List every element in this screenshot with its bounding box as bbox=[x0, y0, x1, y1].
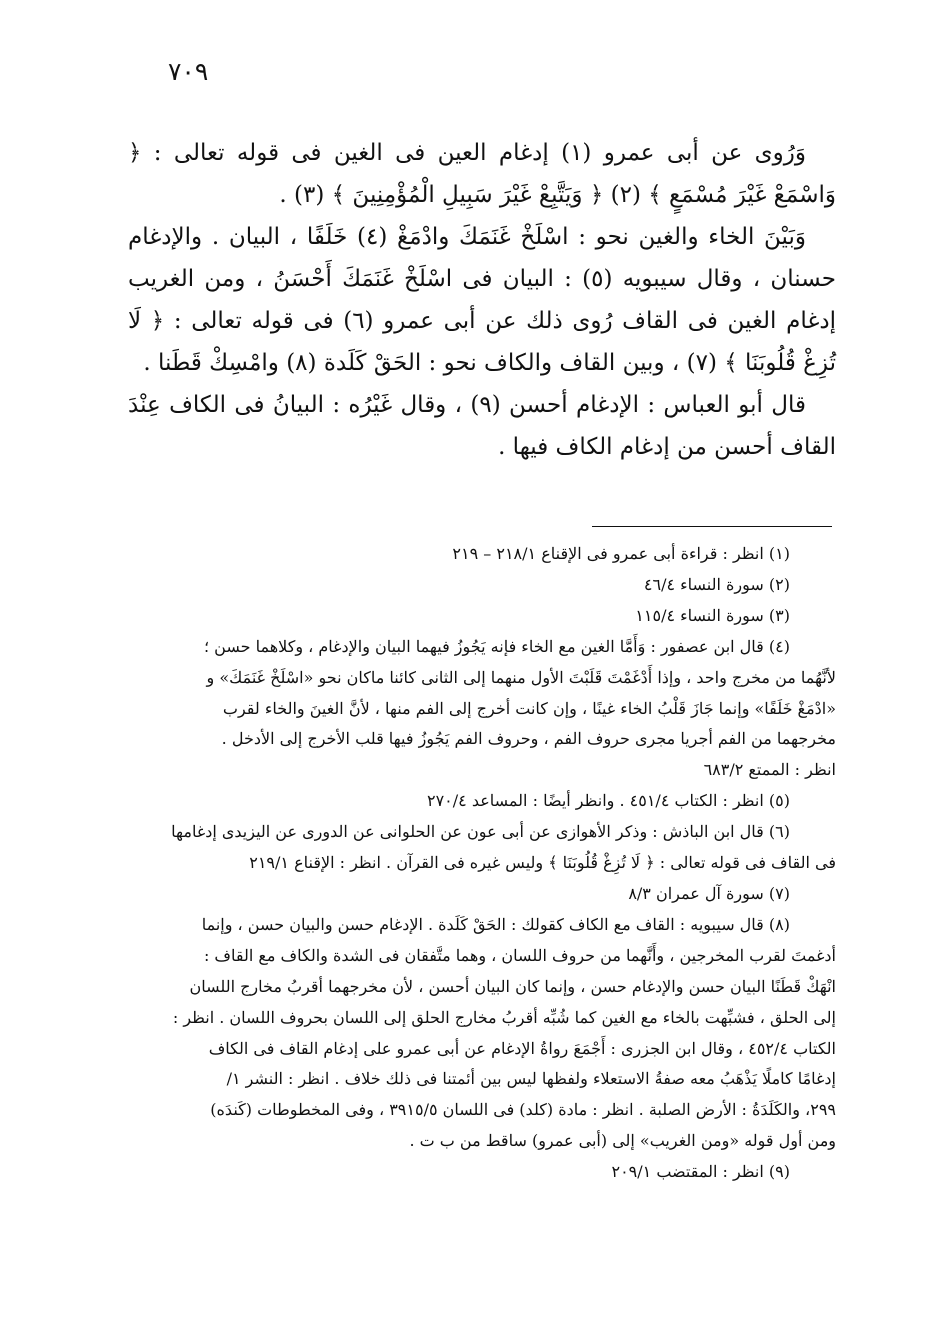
main-paragraph: وَبَيْنَ الخاء والغين نحو : اسْلَخْ غَنَمَكَ وادْمَغْ (٤) خَلَفًا ، البيان . والإدغام حسنان ، وقال سيبويه (٥) : البيان فى اسْلَخْ غَنَمَكَ أَحْسَنُ ، ومن الغريب إدغام الغين فى القاف رُوى ذلك عن أبى عمرو (٦) فى قوله تعالى : ﴿ لَا تُزِغْ قُلُوبَنَا ﴾ (٧) ، وبين القاف والكاف نحو : الحَقْ كَلَدة (٨) وامْسِكْ قَطَنا . bbox=[128, 224, 836, 376]
main-paragraph: وَرُوى عن أبى عمرو (١) إدغام العين فى الغين فى قوله تعالى : ﴿ وَاسْمَعْ غَيْرَ مُسْمَعٍ ﴾ (٢) ﴿ وَيَتَّبِعْ غَيْرَ سَبِيلِ الْمُؤْمِنِينَ ﴾ (٣) . bbox=[128, 140, 836, 208]
footnote-2: (٢) سورة النساء ٤٦/٤ bbox=[643, 574, 790, 594]
footnote-6-line: (٦) قال ابن الباذش : وذكر الأهوازى عن أبى عون عن الحلوانى عن الدورى عن اليزيدى إدغامها bbox=[171, 822, 790, 842]
footnote-8-line: إدغامًا كاملًا يَذْهَبُ معه صفةُ الاستعلاء ولفظها ليس بين أئمتنا فى ذلك خلاف . انظر : النشر ١/ bbox=[226, 1069, 836, 1089]
footnote-8-line: ٢٩٩، والكَلَدَةُ : الأرض الصلبة . انظر : مادة (كلد) فى اللسان ٣٩١٥/٥ ، وفى المخطوطات (كَندَه) bbox=[210, 1100, 836, 1120]
footnote-8-line: إلى الحلق ، فشبِّهت بالخاء مع الغين كما شُبِّه أقربُ مخارج الحلق إلى اللسان بحروف اللسان . انظر : bbox=[172, 1007, 836, 1027]
footnote-8-line: ومن أول قوله «ومن الغريب» إلى (أبى عمرو) ساقط من ب ت . bbox=[409, 1131, 836, 1151]
footnote-8-line: أدغمتَ لقرب المخرجين ، وأَنَّهما من حروف اللسان ، وهما متَّفقان فى الشدة والكاف مع القاف : bbox=[203, 945, 836, 965]
footnote-8-line: (٨) قال سيبويه : القاف مع الكاف كقولك : الحَقْ كَلَدة . الإدغام حسن والبيان حسن ، وإنما bbox=[201, 914, 790, 934]
footnote-6-line: فى القاف فى قوله تعالى : ﴿ لَا تُزِغْ قُلُوبَنَا ﴾ وليس غيره فى القرآن . انظر : الإقناع ٢١٩/١ bbox=[249, 853, 836, 873]
footnote-9: (٩) انظر : المقتضب ٢٠٩/١ bbox=[611, 1162, 790, 1182]
footnote-5: (٥) انظر : الكتاب ٤٥١/٤ . وانظر أيضًا : المساعد ٢٧٠/٤ bbox=[426, 791, 790, 811]
page-number: ٧٠٩ bbox=[168, 57, 209, 86]
footnote-4-line: مخرجهما من الفم أجريا مجرى حروف الفم ، وحروف الفم يَجُوزُ فيها قلب الأخرج إلى الأدخل . bbox=[221, 729, 836, 749]
footnote-4-line: (٤) قال ابن عصفور : وَأَمَّا الغين مع الخاء فإنه يَجُوزُ فيهما البيان والإدغام ، وكلاهما حسن ؛ bbox=[204, 636, 790, 656]
footnotes bbox=[128, 539, 836, 1188]
main-paragraph: قال أبو العباس : الإدغام أحسن (٩) ، وقال غَيْرُه : البيانُ فى الكاف عِنْدَ القاف أحسن من إدغام الكاف فيها . bbox=[128, 392, 836, 460]
footnote-3: (٣) سورة النساء ١١٥/٤ bbox=[635, 605, 790, 625]
footnote-8-line: انْهَكْ قَطَنًا البيان حسن والإدغام حسن ، وإنما كان البيان أحسن ، لأن مخرجهما أقربُ مخارج اللسان bbox=[189, 976, 836, 996]
footnote-1: (١) انظر : قراءة أبى عمرو فى الإقناع ٢١٨/١ – ٢١٩ bbox=[452, 544, 790, 563]
main-text bbox=[128, 132, 836, 468]
footnote-4-line: انظر : الممتع ٦٨٣/٢ bbox=[703, 760, 836, 780]
footnote-4-line: لأنَّهُما من مخرج واحد ، وإذا أَدْغَمْتَ قَلَبْتَ الأول منهما إلى الثانى كائنا ماكان نحو «اسْلَخْ غَنَمَكَ» و bbox=[206, 667, 836, 687]
footnote-7: (٧) سورة آل عمران ٨/٣ bbox=[628, 883, 790, 903]
footnote-separator bbox=[592, 526, 832, 527]
footnote-4-line: «ادْمَغْ خَلَفًا» وإنما جَازَ قَلْبُ الخاء غينًا ، وإن كانت أخرج إلى الفم منها ، لأنَّ الغينَ والخاء لقرب bbox=[222, 698, 836, 718]
footnote-8-line: الكتاب ٤٥٢/٤ ، وقال ابن الجزرى : أَجْمَعَ رواةُ الإدغام عن أبى عمرو على إدغام القاف فى الكاف bbox=[208, 1038, 836, 1058]
